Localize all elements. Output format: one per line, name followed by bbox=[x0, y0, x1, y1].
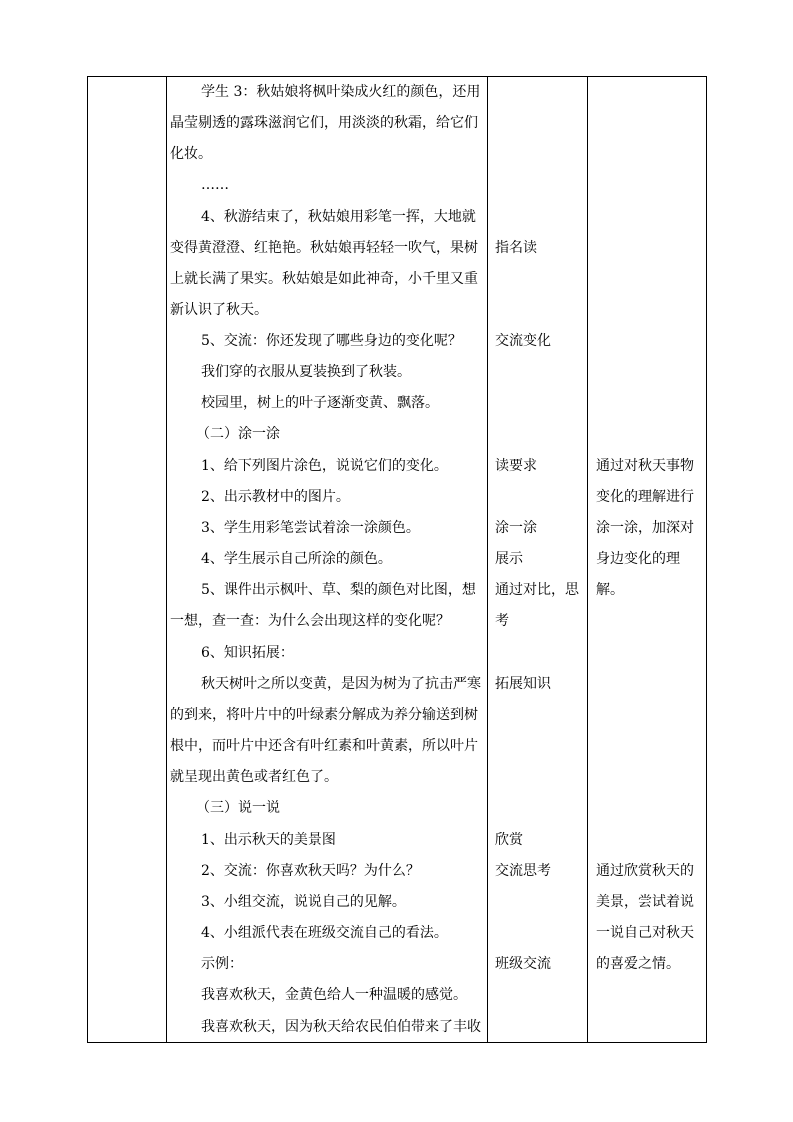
col2-line: 6、知识拓展： bbox=[201, 645, 294, 661]
col3-line: 欣赏 bbox=[495, 832, 523, 848]
col2-line: 根中，而叶片中还含有叶红素和叶黄素，所以叶片 bbox=[170, 738, 478, 754]
col2-line: 一想，查一查：为什么会出现这样的变化呢？ bbox=[170, 613, 450, 629]
col2-line: 4、学生展示自己所涂的颜色。 bbox=[201, 551, 392, 567]
col2-line: 上就长满了果实。秋姑娘是如此神奇，小千里又重 bbox=[170, 271, 478, 287]
col2-line: 变得黄澄澄、红艳艳。秋姑娘再轻轻一吹气，果树 bbox=[170, 240, 478, 256]
col4-line: 美景，尝试着说 bbox=[596, 894, 694, 910]
col2-line: 3、小组交流，说说自己的见解。 bbox=[201, 894, 406, 910]
col3-line: 考 bbox=[495, 613, 509, 629]
col2-line: 我喜欢秋天，因为秋天给农民伯伯带来了丰收 bbox=[201, 1019, 481, 1035]
col4-line: 通过欣赏秋天的 bbox=[596, 863, 694, 879]
col4-line: 一说自己对秋天 bbox=[596, 925, 694, 941]
col2-line: 5、课件出示枫叶、草、梨的颜色对比图，想 bbox=[201, 582, 476, 598]
col2-line: 示例： bbox=[201, 956, 243, 972]
col4-line: 变化的理解进行 bbox=[596, 489, 694, 505]
table-top-border bbox=[87, 76, 707, 77]
col3-line: 交流思考 bbox=[495, 863, 551, 879]
table-bottom-border bbox=[87, 1042, 707, 1043]
col2-line: 我们穿的衣服从夏装换到了秋装。 bbox=[201, 364, 411, 380]
col2-line: 学生 3：秋姑娘将枫叶染成火红的颜色，还用 bbox=[201, 84, 481, 100]
col3-line: 拓展知识 bbox=[495, 676, 551, 692]
col2-line: 秋天树叶之所以变黄，是因为树为了抗击严寒 bbox=[201, 676, 481, 692]
col4-line: 通过对秋天事物 bbox=[596, 458, 694, 474]
col3-line: 读要求 bbox=[495, 458, 537, 474]
col3-line: 交流变化 bbox=[495, 333, 551, 349]
col4-line: 涂一涂，加深对 bbox=[596, 520, 694, 536]
table-col-border-2 bbox=[166, 76, 167, 1043]
col2-line: 就呈现出黄色或者红色了。 bbox=[170, 769, 338, 785]
col2-line: 2、交流：你喜欢秋天吗？为什么？ bbox=[201, 863, 420, 879]
col2-line: （二）涂一涂 bbox=[196, 426, 280, 442]
col2-line: 晶莹剔透的露珠滋润它们，用淡淡的秋霜，给它们 bbox=[170, 115, 478, 131]
col3-line: 通过对比，思 bbox=[495, 582, 579, 598]
table-col-border-3 bbox=[487, 76, 488, 1043]
col3-line: 涂一涂 bbox=[495, 520, 537, 536]
col4-line: 身边变化的理 bbox=[596, 551, 680, 567]
col2-line: 1、给下列图片涂色，说说它们的变化。 bbox=[201, 458, 448, 474]
col3-line: 指名读 bbox=[495, 240, 537, 256]
col4-line: 解。 bbox=[596, 582, 624, 598]
col3-line: 展示 bbox=[495, 551, 523, 567]
col4-line: 的喜爱之情。 bbox=[596, 956, 680, 972]
col2-line: 4、秋游结束了，秋姑娘用彩笔一挥，大地就 bbox=[201, 209, 476, 225]
col2-line: 新认识了秋天。 bbox=[170, 302, 268, 318]
col2-line: 的到来，将叶片中的叶绿素分解成为养分输送到树 bbox=[170, 707, 478, 723]
col2-line: 化妆。 bbox=[170, 146, 212, 162]
col2-line: …… bbox=[201, 177, 229, 193]
col2-line: 3、学生用彩笔尝试着涂一涂颜色。 bbox=[201, 520, 420, 536]
table-col-border-1 bbox=[87, 76, 88, 1043]
table-col-border-4 bbox=[587, 76, 588, 1043]
col2-line: 4、小组派代表在班级交流自己的看法。 bbox=[201, 925, 448, 941]
col2-line: 2、出示教材中的图片。 bbox=[201, 489, 350, 505]
col2-line: 5、交流：你还发现了哪些身边的变化呢？ bbox=[201, 333, 462, 349]
col3-line: 班级交流 bbox=[495, 956, 551, 972]
col2-line: 1、出示秋天的美景图 bbox=[201, 832, 336, 848]
col2-line: 校园里，树上的叶子逐渐变黄、飘落。 bbox=[201, 395, 439, 411]
table-col-border-5 bbox=[706, 76, 707, 1043]
col2-line: （三）说一说 bbox=[196, 800, 280, 816]
col2-line: 我喜欢秋天，金黄色给人一种温暖的感觉。 bbox=[201, 987, 467, 1003]
